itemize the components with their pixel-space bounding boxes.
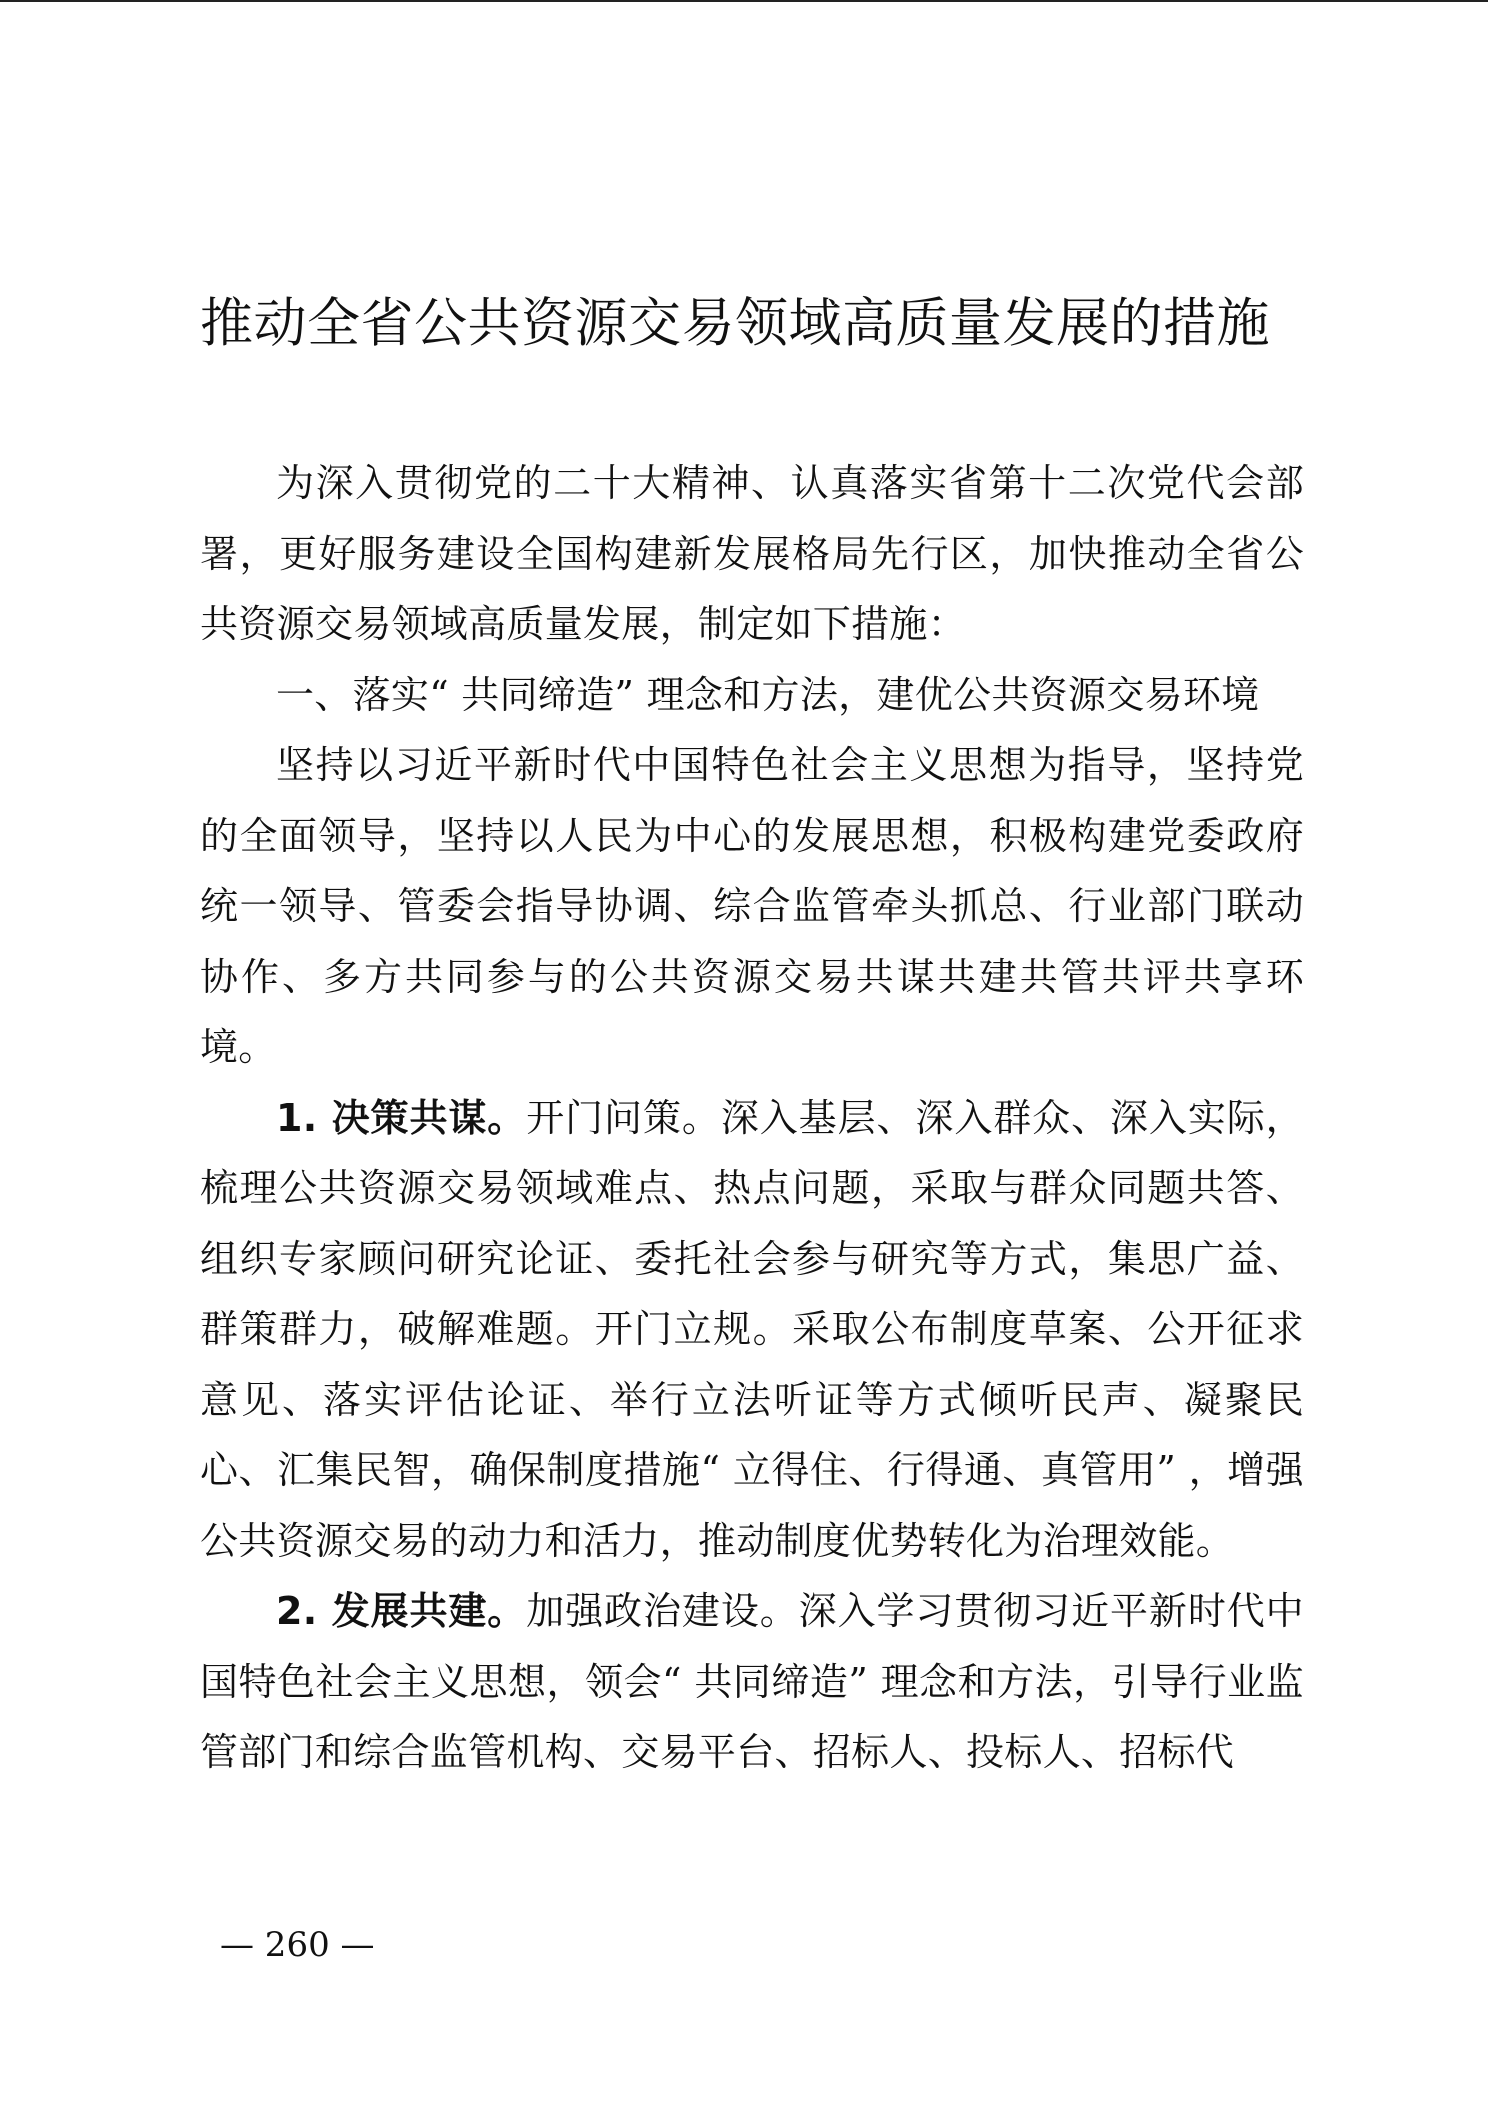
- item-2-paragraph: [200, 1576, 1304, 1788]
- section-1-paragraph: 坚持以习近平新时代中国特色社会主义思想为指导，坚持党的全面领导，坚持以人民为中心的发展思想，积极构建党委政府统一领导、管委会指导协调、综合监管牵头抓总、行业部门联动协作、多方共同参与的公共资源交易共谋共建共管共评共享环境。: [200, 743, 1304, 1069]
- item-2-lead: 2. 发展共建。: [276, 1589, 527, 1633]
- document-title: 推动全省公共资源交易领域高质量发展的措施: [200, 293, 1270, 354]
- page-number: — 260 —: [220, 1925, 375, 1965]
- top-border-line: [0, 0, 1488, 2]
- item-1-text: 开门问策。深入基层、深入群众、深入实际，梳理公共资源交易领域难点、热点问题，采取与群众同题共答、组织专家顾问研究论证、委托社会参与研究等方式，集思广益、群策群力，破解难题。开门立规。采取公布制度草案、公开征求意见、落实评估论证、举行立法听证等方式倾听民声、凝聚民心、汇集民智，确保制度措施“ 立得住、行得通、真管用” ，增强公共资源交易的动力和活力，推动制度优势转化为治理效能。: [200, 1095, 1304, 1563]
- section-1-heading: 一、落实“ 共同缔造” 理念和方法，建优公共资源交易环境: [276, 672, 1260, 717]
- item-1-paragraph: [200, 1083, 1304, 1577]
- item-1-lead: 1. 决策共谋。: [276, 1095, 527, 1140]
- intro-paragraph: 为深入贯彻党的二十大精神、认真落实省第十二次党代会部署，更好服务建设全国构建新发展格局先行区，加快推动全省公共资源交易领域高质量发展，制定如下措施：: [200, 461, 1304, 646]
- document-body: [200, 448, 1304, 1788]
- item-2-text: 加强政治建设。深入学习贯彻习近平新时代中国特色社会主义思想，领会“ 共同缔造” 理念和方法，引导行业监管部门和综合监管机构、交易平台、招标人、投标人、招标代: [200, 1589, 1304, 1774]
